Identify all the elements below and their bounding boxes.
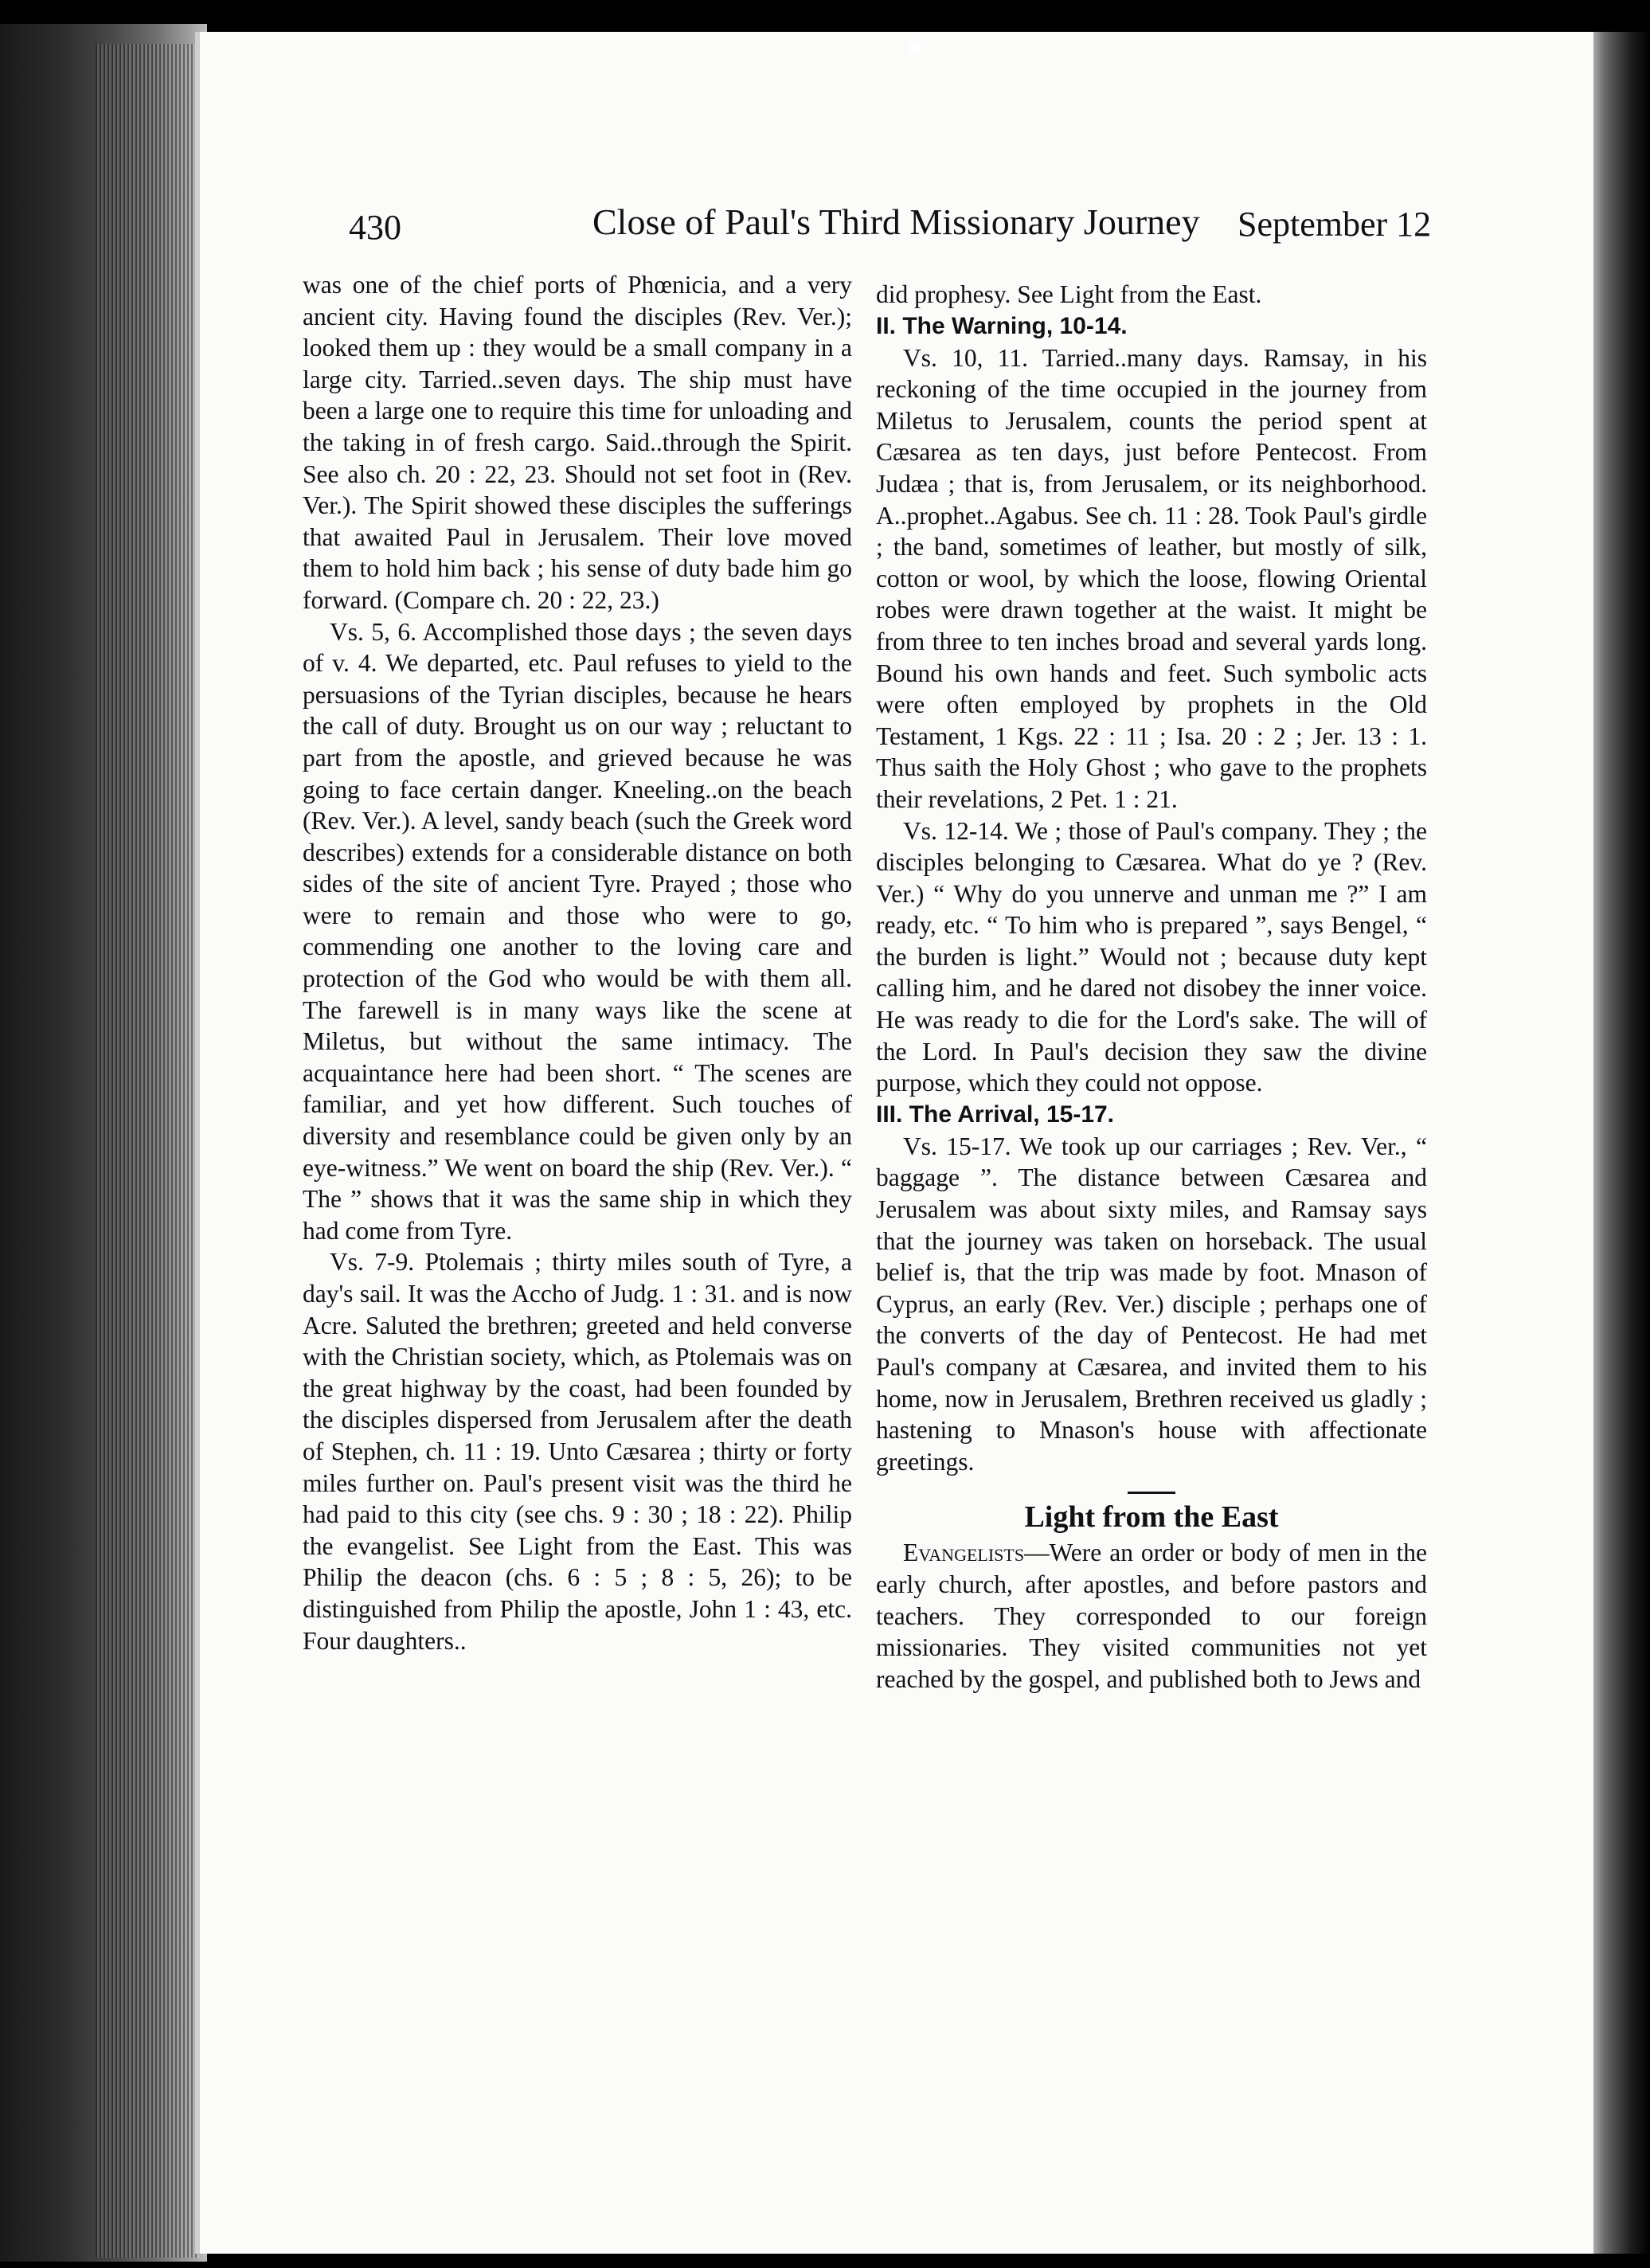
paragraph — [876, 1537, 1427, 1695]
paragraph: was one of the chief ports of Phœnicia, and a very ancient city. Having found the disciples (Rev. Ver.); looked them up : they would be a small company in a large city. Tarried..seven days. The ship must have been a large one to require this time for unloading and the taking in of fresh cargo. Said..through the Spirit. See also ch. 20 : 22, 23. Should not set foot in (Rev. Ver.). The Spirit showed these disciples the sufferings that awaited Paul in Jerusalem. Their love moved them to hold him back ; his sense of duty bade him go forward. (Compare ch. 20 : 22, 23.) — [303, 271, 852, 614]
paragraph: Vs. 10, 11. Tarried..many days. Ramsay, in his reckoning of the time occupied in the journey from Miletus to Jerusalem, counts the period spent at Cæsarea as ten days, just before Pentecost. From Judæa ; that is, from Jerusalem, or its neighborhood. A..prophet..Agabus. See ch. 11 : 28. Took Paul's girdle ; the band, sometimes of leather, but mostly of silk, cotton or wool, by which the loose, flowing Oriental robes were drawn together at the waist. It might be from three to ten inches broad and several yards long. Bound his own hands and feet. Such symbolic acts were often employed by prophets in the Old Testament, 1 Kgs. 22 : 11 ; Isa. 20 : 2 ; Jer. 13 : 1. Thus saith the Holy Ghost ; who gave to the prophets their revelations, 2 Pet. 1 : 21. — [876, 343, 1427, 813]
light-from-east-title: Light from the East — [1024, 1500, 1279, 1535]
lead-term: Evangelists — [903, 1539, 1025, 1567]
running-title: Close of Paul's Third Missionary Journey — [592, 201, 1200, 242]
right-page-edge — [1585, 32, 1650, 2254]
paragraph: did prophesy. See Light from the East. — [876, 280, 1262, 308]
paragraph: Vs. 5, 6. Accomplished those days ; the seven days of v. 4. We departed, etc. Paul refuses to yield to the persuasions of the Tyrian disciples, because he hears the call of duty. Brought us on our way ; reluctant to part from the apostle, and grieved because he was going to face certain danger. Kneeling..on the beach (Rev. Ver.). A level, sandy beach (such the Greek word describes) extends for a considerable distance on both sides of the site of ancient Tyre. Prayed ; those who were to remain and those who were to go, commending one another to the loving care and protection of the God who would be with them all. The farewell is in many ways like the scene at Miletus, but without the same intimacy. The acquaintance here had been short. “ The scenes are familiar, and yet how different. Such touches of diversity and resemblance could be given only by an eye-witness.” We went on board the ship (Rev. Ver.). “ The ” shows that it was the same ship in which they had come from Tyre. — [303, 617, 852, 1245]
left-column — [303, 269, 852, 1656]
section-heading: III. The Arrival, 15-17. — [876, 1101, 1115, 1128]
running-head — [349, 201, 1464, 256]
page-stack-edges — [96, 44, 199, 2258]
paragraph: Vs. 7-9. Ptolemais ; thirty miles south of Tyre, a day's sail. It was the Accho of Judg. 1 : 31. and is now Acre. Saluted the brethren; greeted and held converse with the Christian society, which, as Ptolemais was on the great highway by the coast, had been founded by the disciples dispersed from Jerusalem after the death of Stephen, ch. 11 : 19. Unto Cæsarea ; thirty or forty miles further on. Paul's present visit was the third he had paid to this city (see chs. 9 : 30 ; 18 : 22). Philip the evangelist. See Light from the East. This was Philip the deacon (chs. 6 : 5 ; 8 : 5, 26); to be distinguished from Philip the apostle, John 1 : 43, etc. Four daughters.. — [303, 1248, 852, 1655]
paragraph: Vs. 12-14. We ; those of Paul's company. They ; the disciples belonging to Cæsarea. What do ye ? (Rev. Ver.) “ Why do you unnerve and unman me ?” I am ready, etc. “ To him who is prepared ”, says Bengel, “ the burden is light.” Would not ; because duty kept calling him, and he dared not disobey the inner voice. He was ready to die for the Lord's sake. The will of the Lord. In Paul's decision they saw the divine purpose, which they could not oppose. — [876, 816, 1427, 1097]
divider-rule — [1128, 1492, 1175, 1494]
section-heading: II. The Warning, 10-14. — [876, 312, 1128, 339]
page-number: 430 — [349, 208, 401, 247]
ornament-icon: ❀ — [905, 36, 923, 59]
running-date: September 12 — [1238, 205, 1432, 244]
right-column — [876, 279, 1427, 1695]
lead-text: —Were an order or body of men in the early church, after apostles, and before pastors and teachers. They corresponded to our foreign missionaries. They visited communities not yet reached by the gospel, and published both to Jews and — [876, 1539, 1427, 1693]
paragraph: Vs. 15-17. We took up our carriages ; Rev. Ver., “ baggage ”. The distance between Cæsarea and Jerusalem was about sixty miles, and Ramsay says that the journey was taken on horseback. The usual belief is, that the trip was made by foot. Mnason of Cyprus, an early (Rev. Ver.) disciple ; perhaps one of the converts of the day of Pentecost. He had met Paul's company at Cæsarea, and invited them to his home, now in Jerusalem, Brethren received us gladly ; hastening to Mnason's house with affectionate greetings. — [876, 1132, 1427, 1476]
